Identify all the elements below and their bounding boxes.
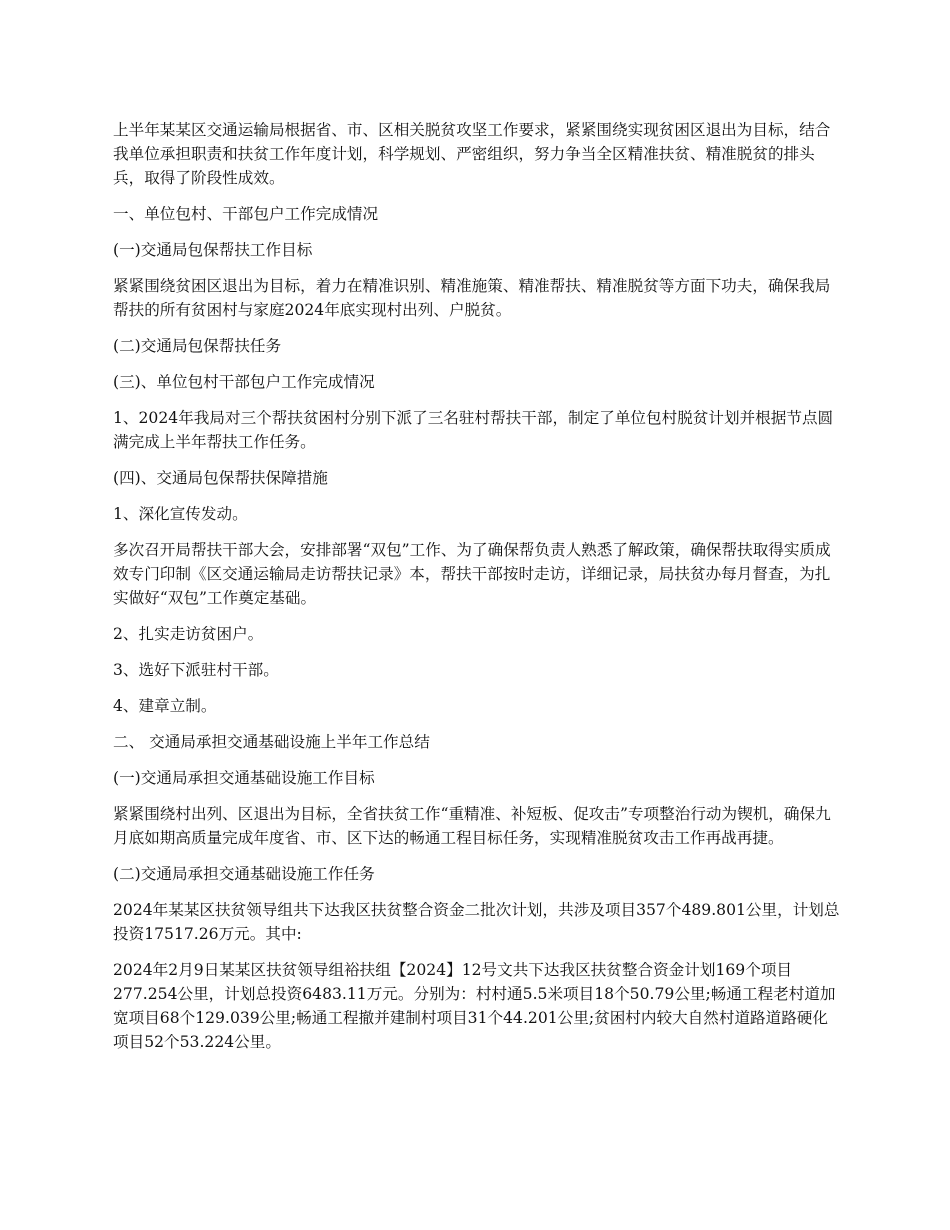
subsection-heading: (一)交通局包保帮扶工作目标 (113, 241, 313, 259)
subsection-heading: (二)交通局包保帮扶任务 (113, 337, 282, 355)
section-heading-1: 一、单位包村、干部包户工作完成情况 (113, 205, 379, 223)
subsection-heading: (三)、单位包村干部包户工作完成情况 (113, 373, 375, 391)
list-item: 4、建章立制。 (113, 697, 217, 715)
body-paragraph: 2024年2月9日某某区扶贫领导组裕扶组【2024】12号文共下达我区扶贫整合资金计划169个项目277.254公里，计划总投资6483.11万元。分别为：村村通5.5米项目18个50.79公里;畅通工程老村道加宽项目68个129.039公里;畅通工程撤并建制村项目31个44.201公里;贫困村内较大自然村道路道路硬化项目52个53.224公里。 (113, 961, 836, 1051)
list-item: 3、选好下派驻村干部。 (113, 661, 279, 679)
body-paragraph: 紧紧围绕贫困区退出为目标，着力在精准识别、精准施策、精准帮扶、精准脱贫等方面下功夫，确保我局帮扶的所有贫困村与家庭2024年底实现村出列、户脱贫。 (113, 277, 831, 319)
subsection-heading: (一)交通局承担交通基础设施工作目标 (113, 769, 375, 787)
body-paragraph: 多次召开局帮扶干部大会，安排部署“双包”工作、为了确保帮负责人熟悉了解政策，确保帮扶取得实质成效专门印制《区交通运输局走访帮扶记录》本，帮扶干部按时走访，详细记录，局扶贫办每月督查，为扎实做好“双包”工作奠定基础。 (113, 541, 831, 607)
body-paragraph: 1、2024年我局对三个帮扶贫困村分别下派了三名驻村帮扶干部，制定了单位包村脱贫计划并根据节点圆满完成上半年帮扶工作任务。 (113, 409, 834, 451)
list-item: 1、深化宣传发动。 (113, 505, 248, 523)
list-item: 2、扎实走访贫困户。 (113, 625, 264, 643)
section-heading-2: 二、 交通局承担交通基础设施上半年工作总结 (113, 733, 430, 751)
body-paragraph: 紧紧围绕村出列、区退出为目标，全省扶贫工作“重精准、补短板、促攻击”专项整治行动为锲机，确保九月底如期高质量完成年度省、市、区下达的畅通工程目标任务，实现精准脱贫攻击工作再战再捷。 (113, 805, 831, 847)
subsection-heading: (四)、交通局包保帮扶保障措施 (113, 469, 328, 487)
subsection-heading: (二)交通局承担交通基础设施工作任务 (113, 865, 375, 883)
body-paragraph: 2024年某某区扶贫领导组共下达我区扶贫整合资金二批次计划，共涉及项目357个489.801公里，计划总投资17517.26万元。其中: (113, 901, 840, 943)
intro-paragraph: 上半年某某区交通运输局根据省、市、区相关脱贫攻坚工作要求，紧紧围绕实现贫困区退出为目标，结合我单位承担职责和扶贫工作年度计划，科学规划、严密组织，努力争当全区精准扶贫、精准脱贫的排头兵，取得了阶段性成效。 (113, 121, 831, 187)
